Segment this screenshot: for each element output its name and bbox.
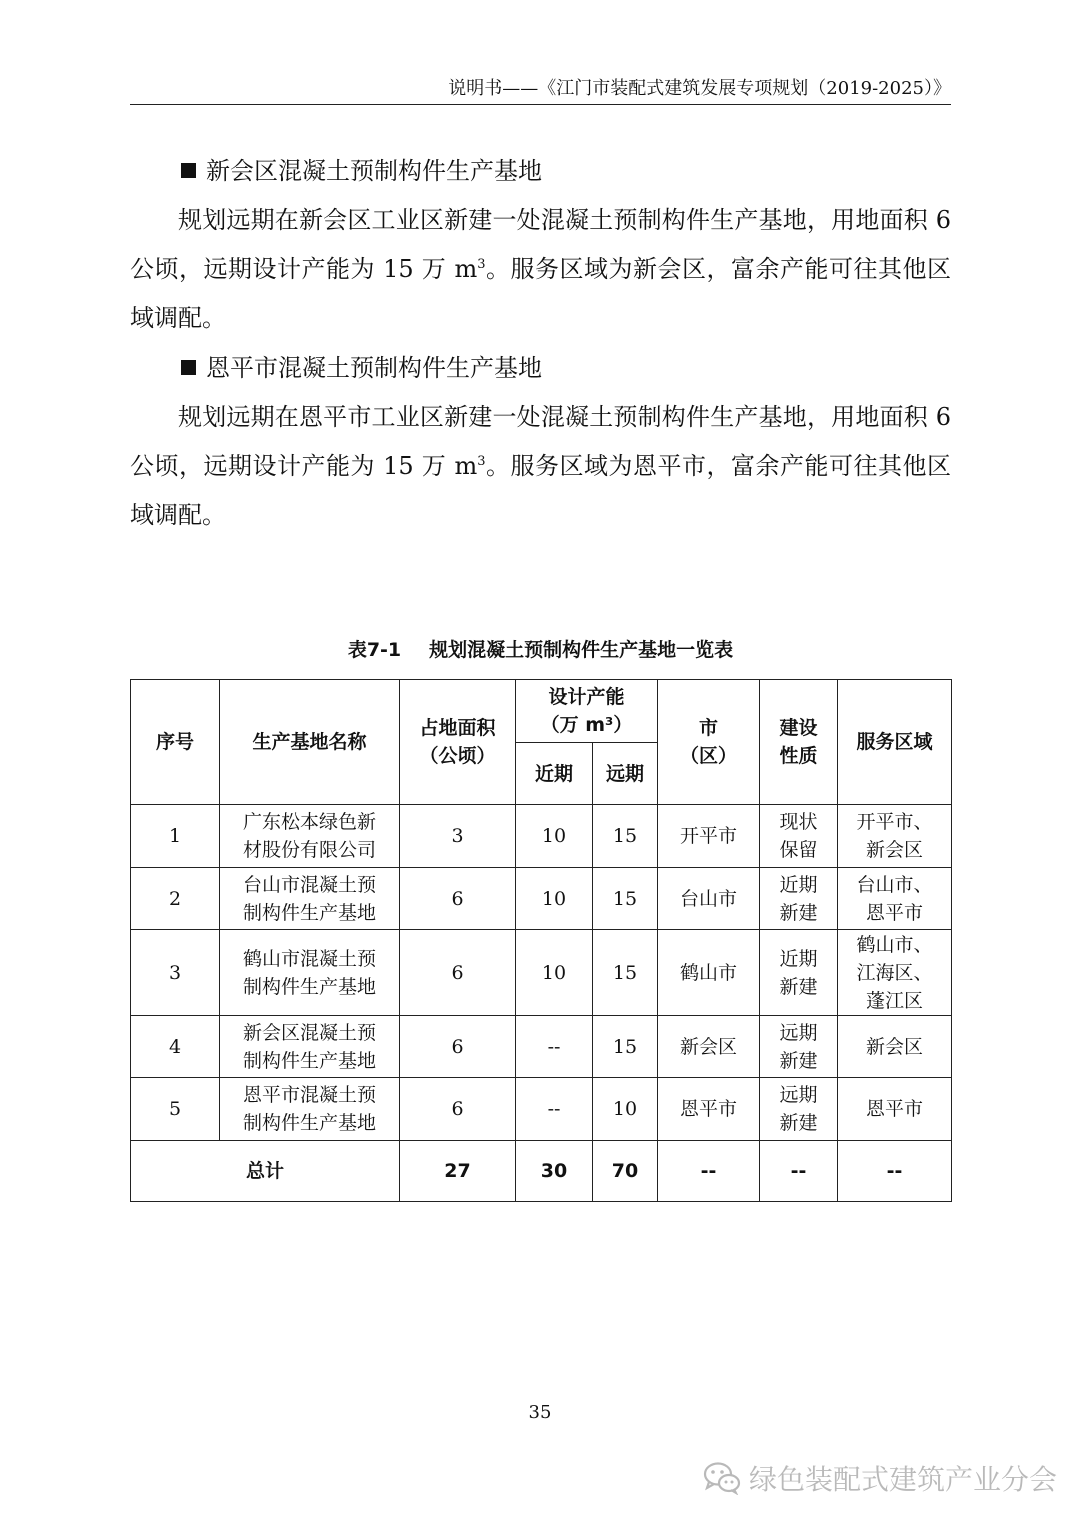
header-nature: 建设 性质: [760, 680, 838, 805]
table-row: 3 鹤山市混凝土预 制构件生产基地 6 10 15 鹤山市 近期 新建 鹤山市、 江海区、 蓬江区: [131, 930, 952, 1016]
header-city: 市 （区）: [658, 680, 760, 805]
table-caption-title: 规划混凝土预制构件生产基地一览表: [429, 639, 734, 661]
table-row: 2 台山市混凝土预 制构件生产基地 6 10 15 台山市 近期 新建 台山市、 恩平市: [131, 868, 952, 930]
section-title-xinhui: 新会区混凝土预制构件生产基地: [181, 155, 542, 187]
watermark-text: 绿色装配式建筑产业分会: [749, 1463, 1058, 1496]
header-name: 生产基地名称: [220, 680, 400, 805]
header-service: 服务区域: [838, 680, 952, 805]
table-caption-number: 表7-1: [347, 639, 402, 661]
wechat-icon: [703, 1461, 741, 1495]
section-title-enping: 恩平市混凝土预制构件生产基地: [181, 352, 542, 384]
watermark: [703, 1458, 1057, 1498]
table-row: 5 恩平市混凝土预 制构件生产基地 6 -- 10 恩平市 远期 新建 恩平市: [131, 1078, 952, 1141]
page-header: [130, 76, 951, 105]
page-number: 35: [528, 1402, 552, 1423]
paragraph-enping: 规划远期在恩平市工业区新建一处混凝土预制构件生产基地，用地面积 6 公顷，远期设计产能为 15 万 $m^3$。服务区域为恩平市，富余产能可往其他区域调配。: [130, 403, 952, 529]
table-caption: [130, 636, 951, 664]
square-bullet-icon: [181, 163, 196, 178]
header-far: 远期: [593, 743, 658, 805]
header-near: 近期: [516, 743, 593, 805]
paragraph-xinhui: 规划远期在新会区工业区新建一处混凝土预制构件生产基地，用地面积 6 公顷，远期设计产能为 15 万 $m^3$。服务区域为新会区，富余产能可往其他区域调配。: [130, 206, 952, 332]
table-row: 4 新会区混凝土预 制构件生产基地 6 -- 15 新会区 远期 新建 新会区: [131, 1016, 952, 1078]
header-capacity: 设计产能 （万 m³）: [516, 680, 658, 743]
header-seq: 序号: [131, 680, 220, 805]
table-row: 1 广东松本绿色新 材股份有限公司 3 10 15 开平市 现状 保留 开平市、 新会区: [131, 805, 952, 868]
production-base-table: [130, 679, 952, 1202]
square-bullet-icon: [181, 360, 196, 375]
header-area: 占地面积 （公顷）: [400, 680, 516, 805]
header-title: 说明书——《江门市装配式建筑发展专项规划（2019-2025）》: [448, 78, 951, 99]
table-total-row: 总计 27 30 70 -- -- --: [131, 1141, 952, 1202]
